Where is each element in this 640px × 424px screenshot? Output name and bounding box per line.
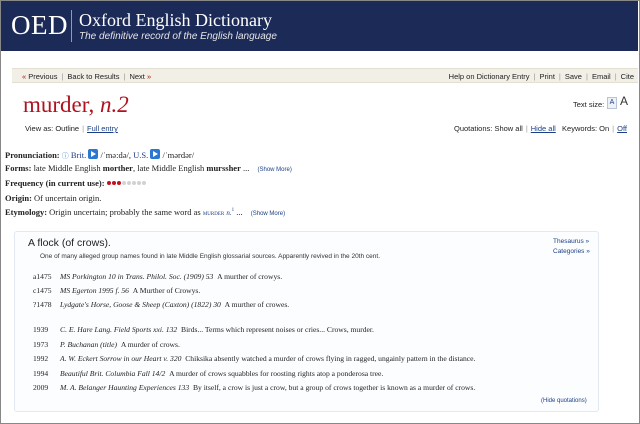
frequency-dot — [117, 181, 121, 185]
site-header — [1, 1, 638, 51]
etymology-text: Origin uncertain; probably the same word as — [49, 207, 201, 217]
quotation-source: MS Egerton 1995 f. 56 — [60, 286, 129, 295]
thesaurus-link[interactable]: Thesaurus » — [553, 238, 590, 245]
forms-variant-1: morther — [102, 163, 133, 173]
etymology-show-more-link[interactable]: (Show More) — [250, 211, 286, 217]
quotation-source: Beautiful Brit. Columbia Fall 14/2 — [60, 369, 166, 378]
quotation-date: 1939 — [33, 325, 49, 334]
quotation-row — [33, 272, 282, 281]
keywords-on[interactable]: On — [599, 124, 610, 133]
forms-text-2: , late Middle English — [132, 163, 205, 173]
sense-note: One of many alleged group names found in late Middle English glossarial sources. Apparently revived in the 20th cent. — [40, 253, 381, 260]
save-link[interactable]: Save — [564, 72, 582, 81]
quotation-text: A murder of crows squabbles for roosting rights atop a ponderosa tree. — [169, 369, 384, 378]
quotation-row — [33, 340, 180, 349]
print-link[interactable]: Print — [539, 72, 555, 81]
quotations-controls: Quotations: Show all | Hide all Keywords: On | Off — [454, 124, 627, 133]
etymology-cross-reference[interactable]: murder — [202, 209, 225, 217]
frequency-dot — [122, 181, 126, 185]
keywords-label: Keywords: — [562, 124, 598, 133]
brit-label: Brit. — [70, 150, 87, 160]
view-as-controls: View as: Outline | Full entry — [25, 124, 118, 133]
quotation-text: A murder of crows. — [120, 340, 180, 349]
quotation-date: 1973 — [33, 340, 49, 349]
email-link[interactable]: Email — [591, 72, 611, 81]
quotation-date: 2009 — [33, 383, 49, 392]
speaker-icon: ⓘ — [61, 152, 69, 160]
origin-row — [5, 193, 101, 203]
forms-label: Forms: — [5, 163, 32, 173]
quotations-show-all[interactable]: Show all — [494, 124, 523, 133]
quotation-text: Chiksika absently watched a murder of crows flying in ragged, ungainly pattern in the distance. — [185, 354, 476, 363]
frequency-dot — [132, 181, 136, 185]
back-to-results-link[interactable]: Back to Results — [67, 72, 120, 81]
view-outline-option[interactable]: Outline — [55, 124, 80, 133]
quotation-source: Lydgate's Horse, Goose & Sheep (Caxton) (1822) 30 — [60, 300, 221, 309]
frequency-dot — [107, 181, 111, 185]
etymology-label: Etymology: — [5, 207, 48, 217]
quotation-source: MS Porkington 10 in Trans. Philol. Soc. (1909) 53 — [60, 272, 214, 281]
keywords-off-link[interactable]: Off — [617, 124, 627, 133]
forms-row — [5, 163, 292, 173]
quotation-source: C. E. Hare Lang. Field Sports xxi. 132 — [60, 325, 178, 334]
etymology-ellipsis: ... — [236, 207, 243, 217]
part-of-speech: n.2 — [100, 92, 129, 117]
frequency-label: Frequency (in current use): — [5, 178, 105, 188]
frequency-dot — [112, 181, 116, 185]
quotation-source: A. W. Eckert Sorrow in our Heart v. 320 — [60, 354, 182, 363]
quotation-text: A Murther of Crowys. — [132, 286, 201, 295]
quotation-source: M. A. Belanger Haunting Experiences 133 — [60, 383, 190, 392]
headword — [23, 92, 129, 118]
pronunciation-row: Pronunciation: ⓘ Brit. /ˈmə:də/, U.S. /ˈmərdər/ — [5, 150, 195, 160]
etymology-ref-sup: 1 — [231, 208, 235, 214]
help-link[interactable]: Help on Dictionary Entry — [448, 72, 530, 81]
quotation-text: Birds... Terms which represent noises or cries... Crows, murder. — [181, 325, 374, 334]
quotation-date: 1994 — [33, 369, 49, 378]
forms-text: late Middle English — [33, 163, 101, 173]
quotation-row — [33, 369, 383, 378]
categories-link[interactable]: Categories » — [553, 248, 590, 255]
entry-toolbar: « Previous | Back to Results | Next » Help on Dictionary Entry | Print | Save | Email | Cite — [12, 68, 638, 83]
previous-arrow-icon: « — [22, 72, 27, 81]
quotation-text: A murther of crowys. — [217, 272, 283, 281]
etymology-row — [5, 207, 285, 217]
pronunciation-label: Pronunciation: — [5, 150, 60, 160]
quotations-label: Quotations: — [454, 124, 493, 133]
oed-logo[interactable]: OED — [11, 10, 68, 40]
quotation-date: ?1478 — [33, 300, 52, 309]
quotations-hide-all-link[interactable]: Hide all — [530, 124, 556, 133]
frequency-dot — [137, 181, 141, 185]
text-size-small-button[interactable]: A — [607, 97, 617, 109]
cite-link[interactable]: Cite — [620, 72, 634, 81]
forms-variant-2: murssher — [206, 163, 241, 173]
frequency-dots[interactable] — [107, 178, 147, 188]
frequency-dot — [142, 181, 146, 185]
text-size-large-button[interactable]: A — [620, 94, 629, 108]
frequency-row — [5, 178, 147, 188]
next-arrow-icon: » — [146, 72, 152, 81]
forms-show-more-link[interactable]: (Show More) — [257, 167, 292, 173]
quotation-date: c1475 — [33, 286, 52, 295]
quotation-date: a1475 — [33, 272, 52, 281]
us-ipa: /ˈmərdər/ — [162, 150, 195, 160]
origin-text: Of uncertain origin. — [34, 193, 102, 203]
quotation-row — [33, 300, 289, 309]
play-us-audio-icon[interactable] — [150, 149, 160, 159]
quotation-row — [33, 286, 200, 295]
quotation-row — [33, 325, 374, 334]
play-brit-audio-icon[interactable] — [88, 149, 98, 159]
quotation-text: By itself, a crow is just a crow, but a group of crows together is known as a murder of crows. — [192, 383, 476, 392]
sense-definition: A flock (of crows). — [28, 237, 111, 249]
us-label: U.S. — [133, 150, 149, 160]
logo-divider — [71, 10, 72, 42]
quotation-row — [33, 383, 475, 392]
next-link[interactable]: Next — [129, 72, 145, 81]
quotation-text: A murther of crowes. — [224, 300, 290, 309]
headword-text: murder, — [23, 92, 95, 117]
view-full-entry-link[interactable]: Full entry — [87, 124, 118, 133]
site-title: Oxford English Dictionary — [79, 10, 272, 30]
previous-link[interactable]: Previous — [28, 72, 58, 81]
brit-ipa: /ˈmə:də/ — [100, 150, 129, 160]
text-size-label: Text size: — [573, 100, 605, 109]
hide-quotations-link[interactable]: (Hide quotations) — [541, 398, 587, 404]
view-as-label: View as: — [25, 124, 54, 133]
etymology-ref-pos: n. — [226, 209, 232, 217]
quotation-source: P. Buchanan (title) — [60, 340, 118, 349]
sense-links — [553, 237, 590, 257]
forms-ellipsis: ... — [242, 163, 250, 173]
quotation-row — [33, 354, 475, 363]
site-tagline: The definitive record of the English language — [79, 31, 277, 42]
origin-label: Origin: — [5, 193, 32, 203]
frequency-dot — [127, 181, 131, 185]
quotation-date: 1992 — [33, 354, 49, 363]
